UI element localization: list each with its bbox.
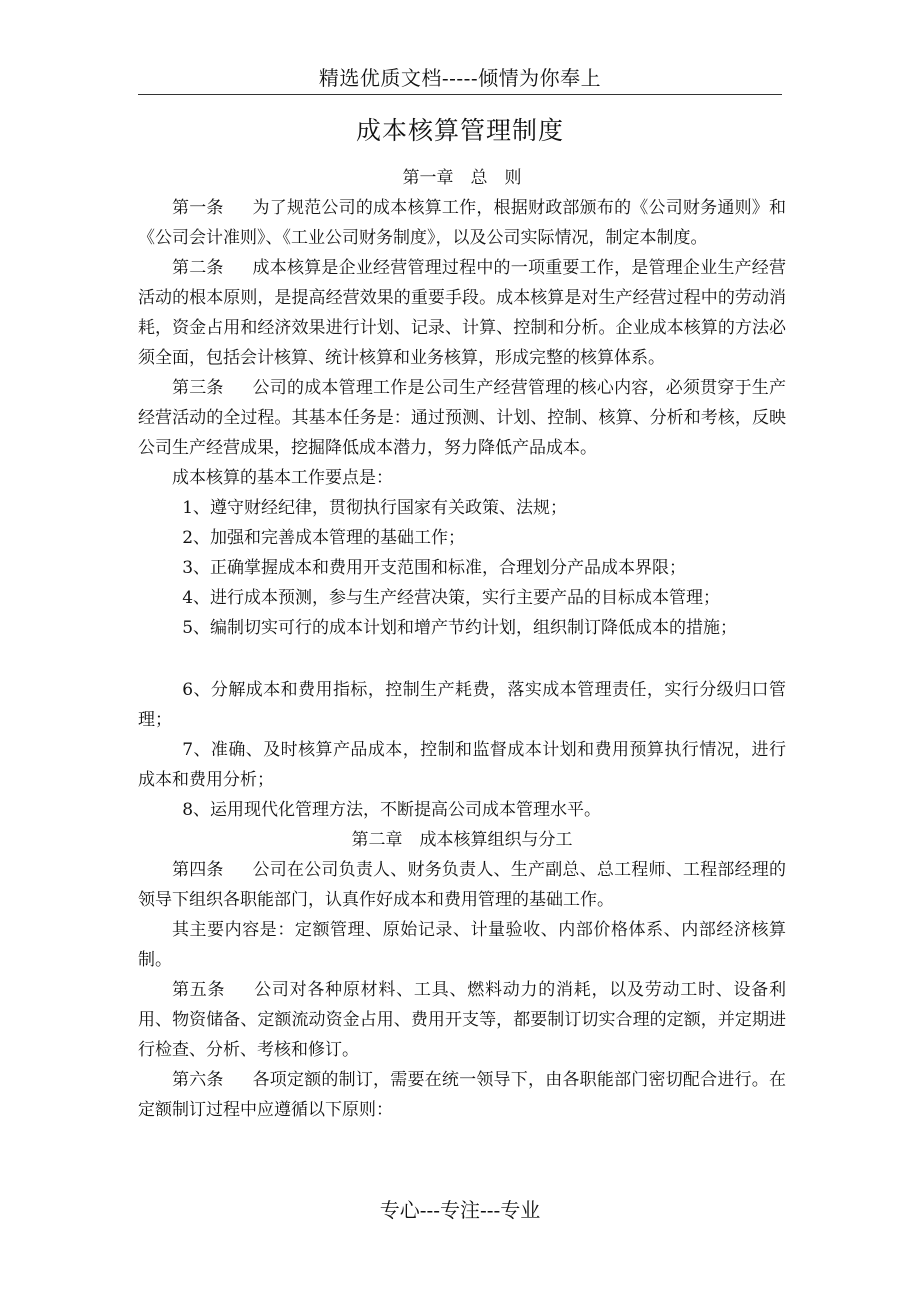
list-item: 3、正确掌握成本和费用开支范围和标准，合理划分产品成本界限； bbox=[182, 558, 687, 578]
article-3 bbox=[138, 373, 786, 463]
list-item: 5、编制切实可行的成本计划和增产节约计划，组织制订降低成本的措施； bbox=[182, 618, 738, 638]
article-text: 成本核算是企业经营管理过程中的一项重要工作，是管理企业生产经营活动的根本原则，是提高经营效果的重要手段。成本核算是对生产经营过程中的劳动消耗，资金占用和经济效果进行计划、记录、计算、控制和分析。企业成本核算的方法必须全面，包括会计核算、统计核算和业务核算，形成完整的核算体系。 bbox=[138, 258, 787, 368]
list-item: 8、运用现代化管理方法，不断提高公司成本管理水平。 bbox=[182, 800, 602, 820]
article-text: 公司在公司负责人、财务负责人、生产副总、总工程师、工程部经理的领导下组织各职能部门，认真作好成本和费用管理的基础工作。 bbox=[138, 860, 787, 910]
article-4-content: 其主要内容是：定额管理、原始记录、计量验收、内部价格体系、内部经济核算制。 bbox=[138, 920, 786, 970]
list-item: 2、加强和完善成本管理的基础工作； bbox=[182, 528, 466, 548]
list-item: 6、分解成本和费用指标，控制生产耗费，落实成本管理责任，实行分级归口管理； bbox=[138, 680, 786, 730]
article-label: 第二条 bbox=[172, 258, 224, 278]
chapter-1-heading: 第一章 总 则 bbox=[402, 168, 522, 188]
list-item: 7、准确、及时核算产品成本，控制和监督成本计划和费用预算执行情况，进行成本和费用分析； bbox=[138, 740, 786, 790]
article-text: 各项定额的制订，需要在统一领导下，由各职能部门密切配合进行。在定额制订过程中应遵循以下原则： bbox=[138, 1070, 787, 1120]
article-text: 为了规范公司的成本核算工作，根据财政部颁布的《公司财务通则》和《公司会计准则》、《工业公司财务制度》，以及公司实际情况，制定本制度。 bbox=[138, 198, 787, 248]
article-6 bbox=[138, 1065, 786, 1125]
article-label: 第六条 bbox=[172, 1070, 224, 1090]
article-1 bbox=[138, 193, 786, 253]
article-label: 第五条 bbox=[172, 980, 226, 1000]
article-label: 第四条 bbox=[172, 860, 224, 880]
article-label: 第三条 bbox=[172, 378, 224, 398]
article-5 bbox=[138, 975, 786, 1065]
document-title: 成本核算管理制度 bbox=[355, 116, 564, 145]
document-body bbox=[138, 163, 786, 1125]
points-intro: 成本核算的基本工作要点是： bbox=[172, 468, 393, 488]
article-label: 第一条 bbox=[172, 198, 224, 218]
page-header: 精选优质文档-----倾情为你奉上 bbox=[318, 66, 602, 90]
page-footer: 专心---专注---专业 bbox=[379, 1198, 541, 1222]
article-text: 公司的成本管理工作是公司生产经营管理的核心内容，必须贯穿于生产经营活动的全过程。其基本任务是：通过预测、计划、控制、核算、分析和考核，反映公司生产经营成果，挖掘降低成本潜力，努力降低产品成本。 bbox=[138, 378, 787, 458]
header-divider bbox=[138, 94, 782, 95]
article-text: 公司对各种原材料、工具、燃料动力的消耗，以及劳动工时、设备利用、物资储备、定额流动资金占用、费用开支等，都要制订切实合理的定额，并定期进行检查、分析、考核和修订。 bbox=[138, 980, 787, 1060]
article-2 bbox=[138, 253, 786, 373]
blank-line bbox=[138, 643, 786, 675]
chapter-2-heading: 第二章 成本核算组织与分工 bbox=[351, 830, 573, 850]
list-item: 4、进行成本预测，参与生产经营决策，实行主要产品的目标成本管理； bbox=[182, 588, 721, 608]
list-item: 1、遵守财经纪律，贯彻执行国家有关政策、法规； bbox=[182, 498, 568, 518]
article-4 bbox=[138, 855, 786, 915]
